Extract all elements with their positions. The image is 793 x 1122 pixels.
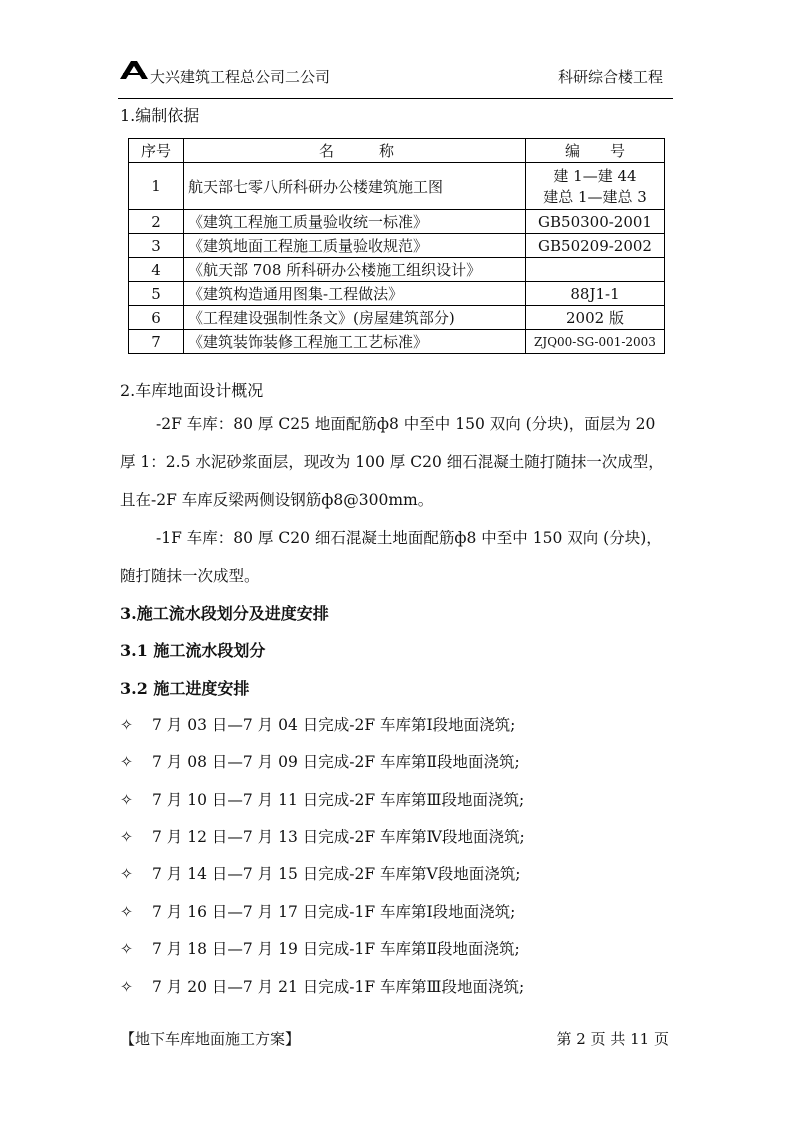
table-cell-code-line1: 建 1—建 44 xyxy=(553,167,637,185)
table-cell-code: 2002 版 xyxy=(526,306,665,330)
paragraph-2f-garage: -2F 车库：80 厚 C25 地面配筋ф8 中至中 150 双向 (分块)，面层为 20 厚 1：2.5 水泥砂浆面层，现改为 100 厚 C20 细石混凝土随打随抹一次成型，且在-2F 车库反梁两侧设钢筋ф8@300mm。 xyxy=(120,415,664,509)
schedule-item-text: 7 月 03 日—7 月 04 日完成-2F 车库第Ⅰ段地面浇筑; xyxy=(152,716,516,734)
table-row xyxy=(129,330,665,354)
table-cell-num: 4 xyxy=(129,258,184,282)
bullet-star-icon: ✧ xyxy=(120,753,133,771)
schedule-item xyxy=(120,825,525,847)
table-cell-code: ZJQ00-SG-001-2003 xyxy=(526,330,665,354)
schedule-item-text: 7 月 18 日—7 月 19 日完成-1F 车库第Ⅱ段地面浇筑; xyxy=(152,940,520,958)
table-cell-name: 《建筑构造通用图集-工程做法》 xyxy=(184,282,526,306)
table-cell-code: GB50300-2001 xyxy=(526,210,665,234)
header-project: 科研综合楼工程 xyxy=(557,68,663,86)
table-row xyxy=(129,306,665,330)
reference-table xyxy=(128,138,665,354)
section-title-basis: 1.编制依据 xyxy=(120,106,200,125)
table-row xyxy=(129,282,665,306)
table-cell-code xyxy=(526,258,665,282)
schedule-item xyxy=(120,937,520,959)
section-title-garage: 2.车库地面设计概况 xyxy=(120,381,264,400)
section-subtitle-schedule: 3.2 施工进度安排 xyxy=(120,679,250,698)
table-cell-code: GB50209-2002 xyxy=(526,234,665,258)
schedule-item xyxy=(120,862,520,884)
section-subtitle-flow-division: 3.1 施工流水段划分 xyxy=(120,641,266,660)
schedule-item-text: 7 月 10 日—7 月 11 日完成-2F 车库第Ⅲ段地面浇筑; xyxy=(152,791,525,809)
bullet-star-icon: ✧ xyxy=(120,716,133,734)
table-cell-num: 3 xyxy=(129,234,184,258)
bullet-star-icon: ✧ xyxy=(120,978,133,996)
table-cell-name: 《建筑地面工程施工质量验收规范》 xyxy=(184,234,526,258)
table-row xyxy=(129,210,665,234)
bullet-star-icon: ✧ xyxy=(120,791,133,809)
company-logo-icon xyxy=(120,60,148,80)
schedule-item xyxy=(120,900,515,922)
footer-page-info: 第 2 页 共 11 页 xyxy=(556,1030,669,1048)
table-cell-name: 《航天部 708 所科研办公楼施工组织设计》 xyxy=(184,258,526,282)
paragraph-1f-garage: -1F 车库：80 厚 C20 细石混凝土地面配筋ф8 中至中 150 双向 (分块)，随打随抹一次成型。 xyxy=(120,529,662,585)
schedule-item xyxy=(120,788,524,810)
table-cell-name: 《建筑工程施工质量验收统一标准》 xyxy=(184,210,526,234)
table-cell-num: 5 xyxy=(129,282,184,306)
table-row xyxy=(129,163,665,210)
table-cell-code-line2: 建总 1—建总 3 xyxy=(543,188,647,206)
bullet-star-icon: ✧ xyxy=(120,828,133,846)
table-header-num: 序号 xyxy=(129,139,184,163)
table-cell-code: 88J1-1 xyxy=(526,282,665,306)
footer-doc-title: 【地下车库地面施工方案】 xyxy=(120,1030,301,1048)
table-cell-name: 航天部七零八所科研办公楼建筑施工图 xyxy=(184,163,526,210)
bullet-star-icon: ✧ xyxy=(120,865,133,883)
header-company: 大兴建筑工程总公司二公司 xyxy=(150,68,331,86)
table-header-row xyxy=(129,139,665,163)
schedule-item xyxy=(120,713,515,735)
table-cell-name: 《建筑装饰装修工程施工工艺标准》 xyxy=(184,330,526,354)
table-cell-num: 6 xyxy=(129,306,184,330)
schedule-item xyxy=(120,975,524,997)
table-header-code: 编 号 xyxy=(526,139,665,163)
schedule-item xyxy=(120,750,520,772)
header-divider xyxy=(118,98,673,99)
schedule-item-text: 7 月 16 日—7 月 17 日完成-1F 车库第Ⅰ段地面浇筑; xyxy=(152,903,516,921)
table-header-name: 名 称 xyxy=(184,139,526,163)
table-cell-num: 2 xyxy=(129,210,184,234)
schedule-item-text: 7 月 14 日—7 月 15 日完成-2F 车库第Ⅴ段地面浇筑; xyxy=(152,865,521,883)
section-title-flow: 3.施工流水段划分及进度安排 xyxy=(120,604,329,623)
table-cell-code xyxy=(526,163,665,210)
schedule-item-text: 7 月 08 日—7 月 09 日完成-2F 车库第Ⅱ段地面浇筑; xyxy=(152,753,520,771)
table-row xyxy=(129,258,665,282)
table-cell-num: 1 xyxy=(129,163,184,210)
schedule-item-text: 7 月 12 日—7 月 13 日完成-2F 车库第Ⅳ段地面浇筑; xyxy=(152,828,525,846)
bullet-star-icon: ✧ xyxy=(120,903,133,921)
table-cell-num: 7 xyxy=(129,330,184,354)
table-cell-name: 《工程建设强制性条文》(房屋建筑部分) xyxy=(184,306,526,330)
table-row xyxy=(129,234,665,258)
bullet-star-icon: ✧ xyxy=(120,940,133,958)
schedule-item-text: 7 月 20 日—7 月 21 日完成-1F 车库第Ⅲ段地面浇筑; xyxy=(152,978,525,996)
